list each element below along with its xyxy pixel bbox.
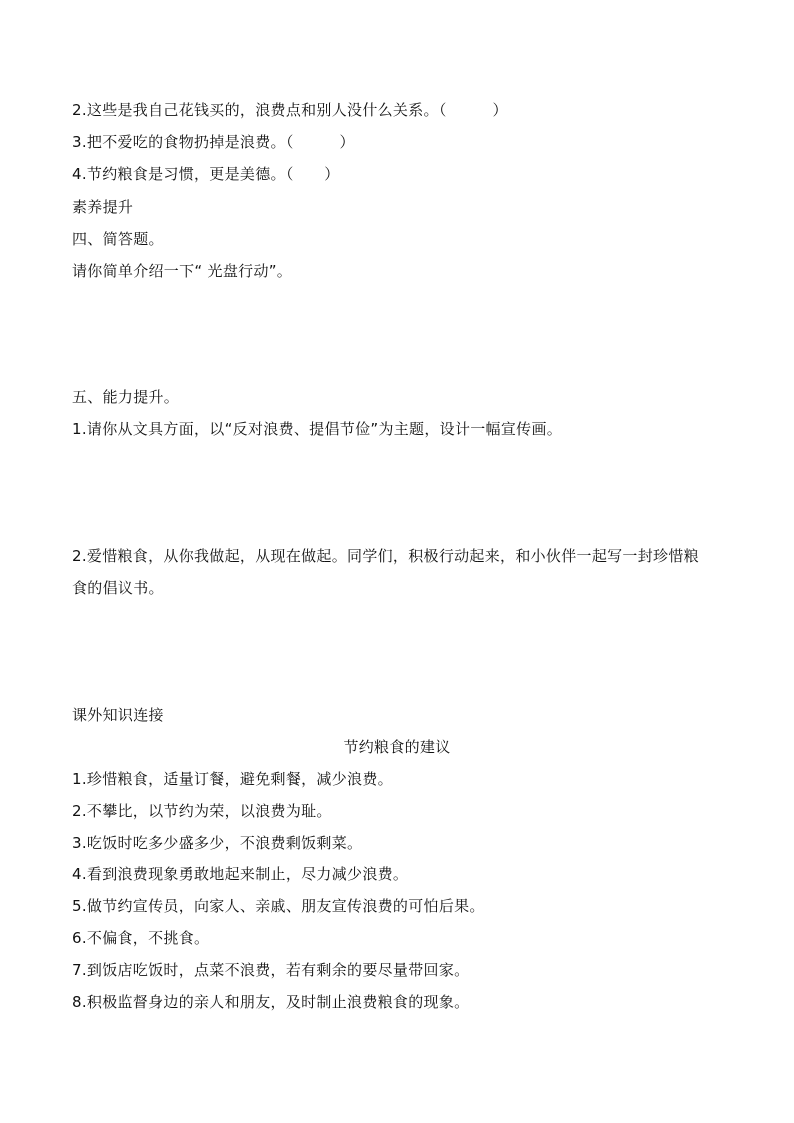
question-guangpan: 请你简单介绍一下“ 光盘行动”。	[72, 262, 293, 280]
question-proposal-line-1: 2.爱惜粮食，从你我做起，从现在做起。同学们，积极行动起来，和小伙伴一起写一封珍惜粮	[72, 547, 699, 565]
list-item: 4.看到浪费现象勇敢地起来制止，尽力减少浪费。	[72, 865, 409, 883]
list-item: 1.珍惜粮食，适量订餐，避免剩餐，减少浪费。	[72, 770, 393, 788]
question-poster: 1.请你从文具方面，以“反对浪费、提倡节俭”为主题，设计一幅宣传画。	[72, 420, 563, 438]
list-item: 6.不偏食，不挑食。	[72, 929, 210, 947]
judgment-item-3: 3.把不爱吃的食物扔掉是浪费。（ ）	[72, 133, 355, 151]
list-item: 7.到饭店吃饭时，点菜不浪费，若有剩余的要尽量带回家。	[72, 961, 470, 979]
judgment-item-2: 2.这些是我自己花钱买的，浪费点和别人没什么关系。（ ）	[72, 101, 508, 119]
list-item: 8.积极监督身边的亲人和朋友，及时制止浪费粮食的现象。	[72, 993, 470, 1011]
section-heading-suyang: 素养提升	[72, 198, 134, 216]
section-heading-four: 四、简答题。	[72, 230, 164, 248]
extra-heading: 课外知识连接	[72, 706, 164, 724]
list-item: 3.吃饭时吃多少盛多少，不浪费剩饭剩菜。	[72, 834, 363, 852]
extra-title: 节约粮食的建议	[343, 738, 451, 756]
question-proposal-line-2: 食的倡议书。	[72, 579, 164, 597]
section-heading-five: 五、能力提升。	[72, 388, 180, 406]
list-item: 2.不攀比，以节约为荣，以浪费为耻。	[72, 802, 332, 820]
list-item: 5.做节约宣传员，向家人、亲戚、朋友宣传浪费的可怕后果。	[72, 897, 485, 915]
judgment-item-4: 4.节约粮食是习惯，更是美德。（ ）	[72, 165, 340, 183]
